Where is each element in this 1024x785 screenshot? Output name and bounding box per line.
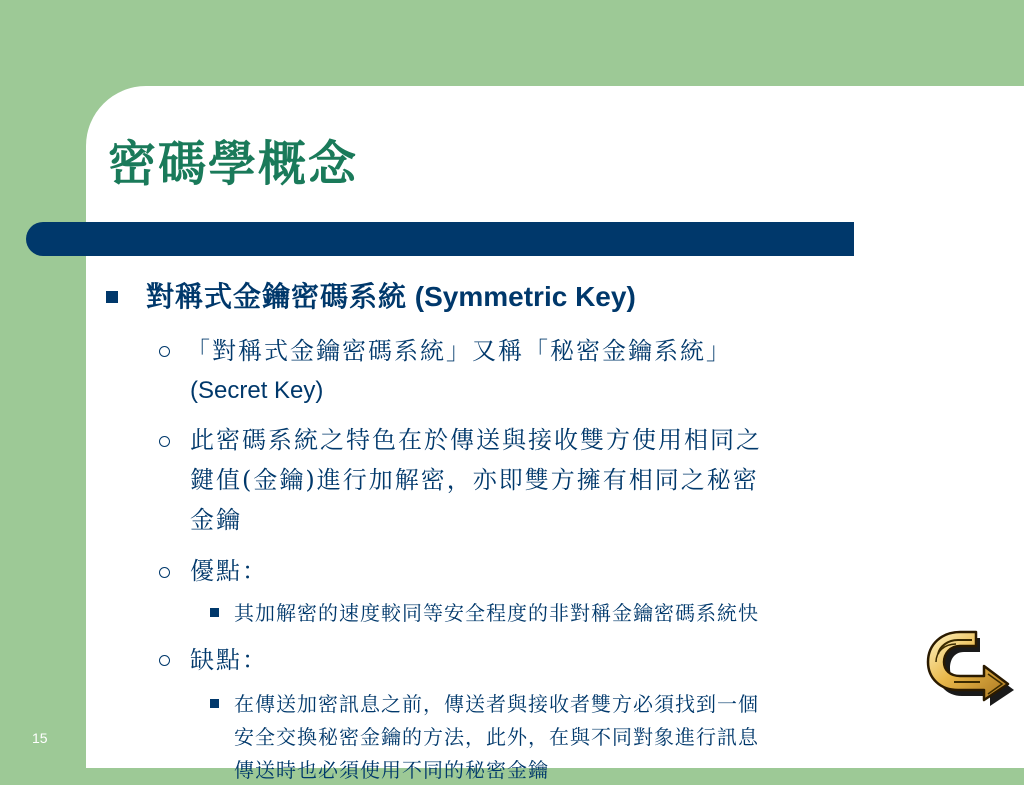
item4-label: 缺點： (190, 646, 268, 674)
square-bullet-icon (210, 608, 219, 617)
item3-label: 優點： (190, 557, 268, 585)
item4-sub-line3: 傳送時也必須使用不同的秘密金鑰 (234, 758, 549, 782)
item4-sub-line2: 安全交換秘密金鑰的方法，此外，在與不同對象進行訊息 (234, 725, 759, 749)
page-number: 15 (32, 730, 48, 746)
square-bullet-icon (210, 699, 219, 708)
circle-bullet-icon (159, 567, 170, 578)
level1-heading (146, 277, 636, 317)
square-bullet-icon (106, 291, 118, 303)
circle-bullet-icon (159, 655, 170, 666)
circle-bullet-icon (159, 436, 170, 447)
circle-bullet-icon (159, 346, 170, 357)
level1-heading-cjk: 對稱式金鑰密碼系統 (146, 280, 408, 313)
item2-line3: 金鑰 (190, 506, 242, 534)
item2-line2: 鍵值(金鑰)進行加解密，亦即雙方擁有相同之秘密 (190, 466, 759, 494)
slide-title: 密碼學概念 (108, 136, 359, 192)
return-arrow-icon[interactable] (924, 628, 1014, 704)
level1-heading-latin: (Symmetric Key) (407, 281, 636, 312)
item1-line1: 「對稱式金鑰密碼系統」又稱「秘密金鑰系統」 (186, 337, 732, 365)
item1-line2: (Secret Key) (190, 377, 324, 404)
item3-sub-line1: 其加解密的速度較同等安全程度的非對稱金鑰密碼系統快 (234, 601, 759, 625)
item2-line1: 此密碼系統之特色在於傳送與接收雙方使用相同之 (190, 426, 762, 454)
title-underline-bar (26, 222, 854, 256)
item4-sub-line1: 在傳送加密訊息之前，傳送者與接收者雙方必須找到一個 (234, 692, 759, 716)
